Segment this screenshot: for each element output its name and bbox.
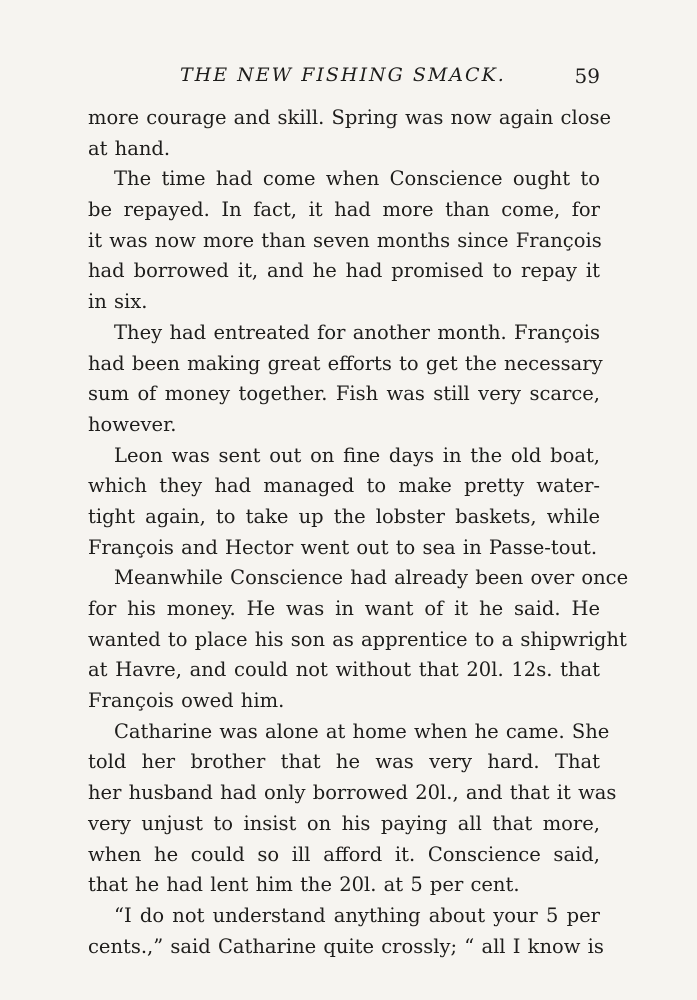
text-line: Leon was sent out on fine days in the old boat,	[114, 443, 600, 467]
text-line: when he could so ill afford it. Conscience said,	[88, 842, 600, 866]
text-line: at Havre, and could not without that 20l. 12s. that	[88, 658, 600, 682]
text-line: François and Hector went out to sea in Passe-tout.	[88, 535, 598, 559]
text-line: that he had lent him the 20l. at 5 per cent.	[88, 873, 520, 897]
text-line: for his money. He was in want of it he said. He	[88, 597, 600, 620]
text-line: Catharine was alone at home when he came. She	[114, 719, 610, 743]
text-line: told her brother that he was very hard. That	[88, 750, 600, 774]
text-line: Meanwhile Conscience had already been over once	[114, 566, 629, 590]
text-line: cents.,” said Catharine quite crossly; “ all I know is	[88, 934, 604, 958]
running-title: THE NEW FISHING SMACK.	[180, 64, 506, 86]
text-line: wanted to place his son as apprentice to a shipwright	[88, 627, 627, 651]
text-line: had borrowed it, and he had promised to repay it	[88, 259, 600, 283]
text-line: François owed him.	[88, 689, 285, 713]
text-line: be repayed. In fact, it had more than come, for	[88, 198, 600, 222]
text-line: They had entreated for another month. François	[114, 320, 600, 344]
text-line: at hand.	[88, 136, 171, 160]
text-line: it was now more than seven months since François	[88, 228, 602, 252]
text-line: “I do not understand anything about your 5 per	[114, 903, 600, 927]
page-number: 59	[574, 64, 600, 88]
text-line: The time had come when Conscience ought to	[114, 167, 600, 191]
body-text	[88, 103, 629, 962]
text-line: more courage and skill. Spring was now again close	[88, 106, 611, 129]
text-line: had been making great efforts to get the necessary	[88, 351, 603, 375]
text-line: sum of money together. Fish was still very scarce,	[88, 382, 600, 406]
page-header	[88, 64, 600, 94]
text-line: very unjust to insist on his paying all that more,	[88, 811, 600, 835]
text-line: however.	[88, 412, 177, 436]
text-line: which they had managed to make pretty water-	[88, 474, 600, 498]
text-line: her husband had only borrowed 20l., and that it was	[88, 781, 617, 805]
text-line: tight again, to take up the lobster baskets, while	[88, 504, 600, 528]
text-line: in six.	[88, 290, 148, 314]
